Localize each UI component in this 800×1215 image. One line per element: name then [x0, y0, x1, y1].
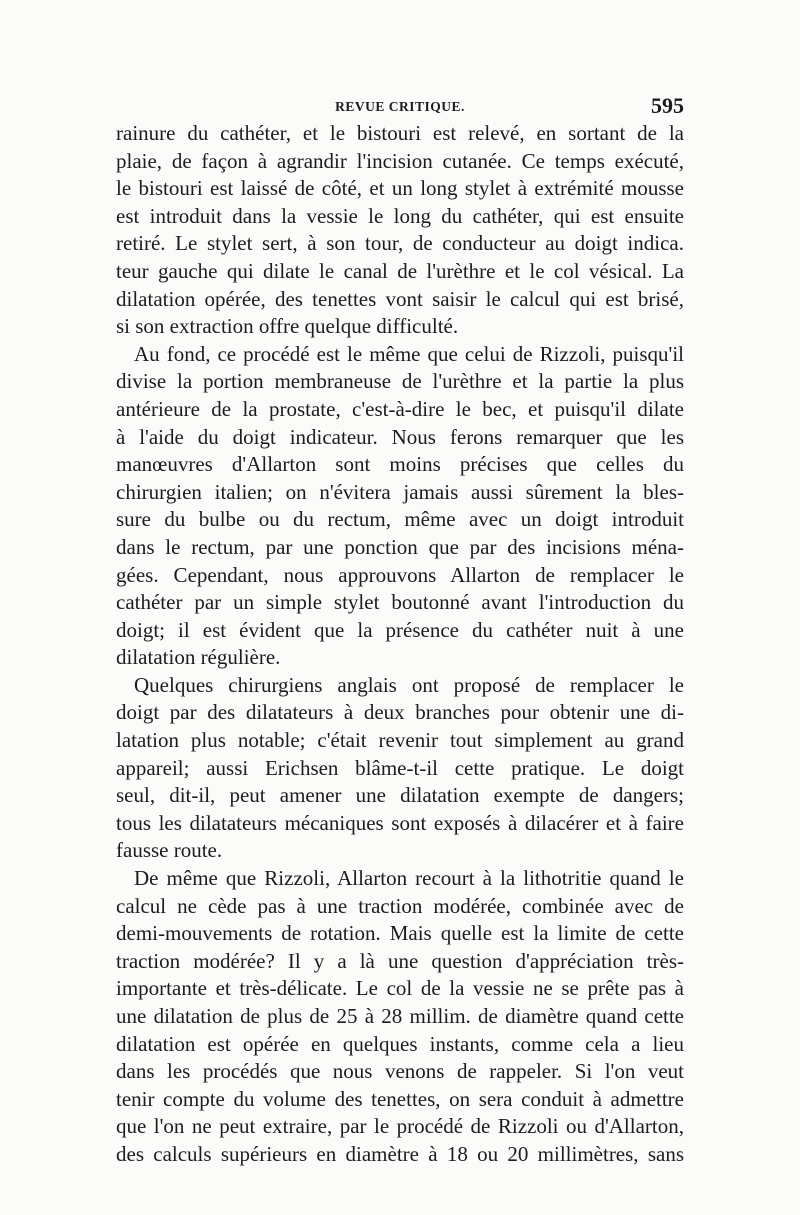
- text-line: sure du bulbe ou du rectum, même avec un doigt introduit: [116, 507, 684, 532]
- page-number: 595: [651, 93, 684, 118]
- paragraph-first-line: Au fond, ce procédé est le même que celui de Rizzoli, puisqu'il: [134, 341, 684, 366]
- text-line: si son extraction offre quelque difficulté.: [116, 314, 459, 339]
- text-line: plaie, de façon à agrandir l'incision cutanée. Ce temps exécuté,: [116, 148, 684, 173]
- text-line: dilatation est opérée en quelques instants, comme cela a lieu: [116, 1031, 684, 1056]
- text-line: manœuvres d'Allarton sont moins précises que celles du: [116, 452, 684, 477]
- text-line: tenir compte du volume des tenettes, on sera conduit à admettre: [116, 1086, 684, 1111]
- text-line: rainure du cathéter, et le bistouri est relevé, en sortant de la: [116, 121, 684, 145]
- text-line: seul, dit-il, peut amener une dilatation exempte de dangers;: [116, 783, 684, 808]
- text-line: doigt par des dilatateurs à deux branches pour obtenir une di-: [116, 700, 684, 725]
- text-line: retiré. Le stylet sert, à son tour, de conducteur au doigt indica.: [116, 231, 684, 256]
- text-line: dans les procédés que nous venons de rappeler. Si l'on veut: [116, 1059, 684, 1084]
- text-line: fausse route.: [116, 838, 223, 863]
- text-line: que l'on ne peut extraire, par le procédé de Rizzoli ou d'Allarton,: [116, 1114, 684, 1139]
- paragraph-first-line: Quelques chirurgiens anglais ont proposé de remplacer le: [134, 672, 684, 697]
- running-title: REVUE CRITIQUE.: [335, 99, 465, 114]
- text-line: à l'aide du doigt indicateur. Nous ferons remarquer que les: [116, 424, 684, 449]
- text-line: gées. Cependant, nous approuvons Allarton de remplacer le: [116, 562, 684, 587]
- paragraph-first-line: De même que Rizzoli, Allarton recourt à la lithotritie quand le: [134, 866, 684, 891]
- text-line: tous les dilatateurs mécaniques sont exposés à dilacérer et à faire: [116, 810, 684, 835]
- text-line: des calculs supérieurs en diamètre à 18 ou 20 millimètres, sans: [116, 1141, 684, 1166]
- text-line: teur gauche qui dilate le canal de l'urèthre et le col vésical. La: [116, 258, 684, 283]
- text-line: doigt; il est évident que la présence du cathéter nuit à une: [116, 617, 684, 642]
- text-line: antérieure de la prostate, c'est-à-dire le bec, et puisqu'il dilate: [116, 396, 684, 421]
- running-head: [116, 93, 684, 117]
- text-line: appareil; aussi Erichsen blâme-t-il cette pratique. Le doigt: [116, 755, 684, 780]
- body-text: [116, 120, 684, 1169]
- text-line: calcul ne cède pas à une traction modérée, combinée avec de: [116, 893, 684, 918]
- text-line: traction modérée? Il y a là une question d'appréciation très-: [116, 948, 684, 973]
- text-line: latation plus notable; c'était revenir tout simplement au grand: [116, 728, 684, 753]
- text-line: divise la portion membraneuse de l'urèthre et la partie la plus: [116, 369, 684, 394]
- text-line: chirurgien italien; on n'évitera jamais aussi sûrement la bles-: [116, 479, 684, 504]
- text-line: demi-mouvements de rotation. Mais quelle est la limite de cette: [116, 921, 684, 946]
- text-line: une dilatation de plus de 25 à 28 millim. de diamètre quand cette: [116, 1004, 684, 1028]
- text-line: importante et très-délicate. Le col de la vessie ne se prête pas à: [116, 976, 684, 1001]
- text-line: cathéter par un simple stylet boutonné avant l'introduction du: [116, 590, 684, 615]
- text-line: est introduit dans la vessie le long du cathéter, qui est ensuite: [116, 203, 684, 228]
- text-line: dans le rectum, par une ponction que par des incisions ména-: [116, 534, 684, 559]
- text-line: dilatation régulière.: [116, 645, 281, 670]
- text-line: le bistouri est laissé de côté, et un long stylet à extrémité mousse: [116, 176, 684, 201]
- text-line: dilatation opérée, des tenettes vont saisir le calcul qui est brisé,: [116, 286, 684, 311]
